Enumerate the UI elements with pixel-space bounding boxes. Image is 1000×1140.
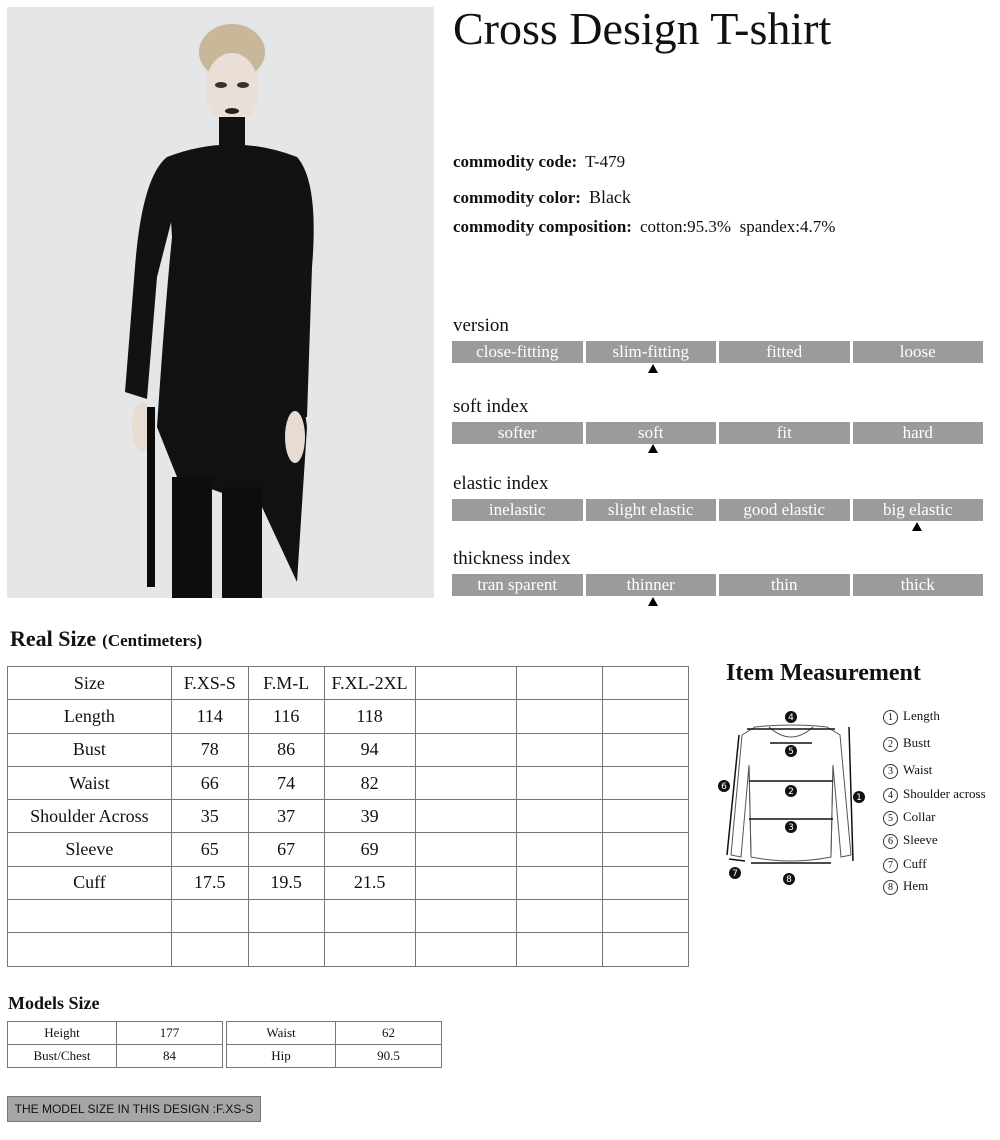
legend-item: [883, 708, 940, 725]
table-cell: 67: [248, 833, 324, 866]
model-measure-value: 84: [117, 1045, 223, 1068]
thickness-index-option: thinner: [586, 574, 717, 596]
legend-item: [883, 856, 927, 873]
table-cell: [603, 866, 689, 899]
thickness-index-label: thickness index: [453, 548, 571, 569]
row-label: [8, 900, 172, 933]
svg-text:5: 5: [788, 747, 794, 757]
table-cell: 94: [324, 733, 415, 766]
soft-index-bar: [452, 422, 983, 444]
table-cell: [517, 700, 603, 733]
table-cell: [324, 933, 415, 966]
thickness-index-bar: [452, 574, 983, 596]
table-cell: [517, 800, 603, 833]
table-cell: [517, 833, 603, 866]
legend-item: [883, 735, 930, 752]
spec-color: [453, 187, 631, 208]
table-cell: [603, 766, 689, 799]
row-label: Cuff: [8, 866, 172, 899]
table-cell: [517, 766, 603, 799]
soft-index-option: fit: [719, 422, 850, 444]
model-measure-label: Hip: [227, 1045, 336, 1068]
legend-label: Hem: [903, 878, 929, 893]
table-cell: 74: [248, 766, 324, 799]
column-header: F.XL-2XL: [324, 667, 415, 700]
model-measure-value: 62: [336, 1022, 442, 1045]
table-cell: [603, 833, 689, 866]
elastic-index-label: elastic index: [453, 473, 549, 494]
svg-text:6: 6: [721, 782, 727, 792]
spec-value: cotton:95.3% spandex:4.7%: [639, 217, 836, 236]
table-cell: [415, 933, 517, 966]
table-row: [8, 900, 689, 933]
spec-label: commodity color:: [453, 188, 581, 207]
table-cell: 66: [171, 766, 248, 799]
table-cell: 65: [171, 833, 248, 866]
legend-label: Length: [903, 708, 940, 723]
thickness-index-option: thin: [719, 574, 850, 596]
table-cell: 78: [171, 733, 248, 766]
elastic-index-option: inelastic: [452, 499, 583, 521]
version-option: close-fitting: [452, 341, 583, 363]
row-label: [8, 933, 172, 966]
table-cell: [415, 833, 517, 866]
table-row: [8, 833, 689, 866]
legend-label: Sleeve: [903, 832, 938, 847]
table-cell: 86: [248, 733, 324, 766]
soft-index-option: softer: [452, 422, 583, 444]
models-size-table-right: [226, 1021, 442, 1068]
size-table-header: [8, 667, 689, 700]
table-cell: [415, 766, 517, 799]
version-option: slim-fitting: [586, 341, 717, 363]
table-cell: 17.5: [171, 866, 248, 899]
legend-label: Collar: [903, 809, 936, 824]
elastic-index-bar: [452, 499, 983, 521]
real-size-unit: (Centimeters): [102, 631, 203, 650]
soft-index-marker-icon: [648, 444, 658, 453]
table-cell: [517, 733, 603, 766]
table-row: [8, 933, 689, 966]
model-measure-label: Waist: [227, 1022, 336, 1045]
version-option: loose: [853, 341, 984, 363]
row-label: Waist: [8, 766, 172, 799]
elastic-index-marker-icon: [912, 522, 922, 531]
legend-label: Bustt: [903, 735, 931, 750]
column-header: [415, 667, 517, 700]
table-cell: 114: [171, 700, 248, 733]
table-cell: 19.5: [248, 866, 324, 899]
elastic-index-option: slight elastic: [586, 499, 717, 521]
models-size-title: Models Size: [8, 993, 100, 1013]
size-table: [7, 666, 689, 967]
spec-label: commodity code:: [453, 152, 578, 171]
table-cell: 69: [324, 833, 415, 866]
table-cell: [171, 933, 248, 966]
spec-value: T-479: [585, 152, 626, 171]
legend-number: 2: [883, 737, 898, 752]
table-cell: [415, 733, 517, 766]
elastic-index-option: big elastic: [853, 499, 984, 521]
soft-index-label: soft index: [453, 396, 529, 417]
table-row: [8, 733, 689, 766]
product-title: Cross Design T-shirt: [453, 3, 832, 54]
table-cell: 21.5: [324, 866, 415, 899]
legend-number: 4: [883, 788, 898, 803]
model-measure-label: Height: [8, 1022, 117, 1045]
real-size-title: Real Size: [10, 626, 97, 651]
legend-item: [883, 832, 938, 849]
legend-item: [883, 809, 936, 826]
table-cell: 37: [248, 800, 324, 833]
row-label: Shoulder Across: [8, 800, 172, 833]
table-cell: [415, 900, 517, 933]
legend-number: 5: [883, 811, 898, 826]
item-measurement-title: Item Measurement: [726, 660, 921, 686]
measurement-diagram: [715, 705, 875, 885]
table-cell: [324, 900, 415, 933]
table-cell: [415, 866, 517, 899]
table-cell: [517, 900, 603, 933]
svg-text:8: 8: [786, 875, 792, 885]
column-header: Size: [8, 667, 172, 700]
version-marker-icon: [648, 364, 658, 373]
model-measure-value: 177: [117, 1022, 223, 1045]
legend-number: 6: [883, 834, 898, 849]
svg-text:3: 3: [788, 823, 794, 833]
spec-label: commodity composition:: [453, 217, 632, 236]
spec-code: [453, 152, 625, 172]
svg-text:1: 1: [856, 793, 862, 803]
model-measure-label: Bust/Chest: [8, 1045, 117, 1068]
legend-label: Waist: [903, 762, 933, 777]
row-label: Length: [8, 700, 172, 733]
real-size-heading: [10, 626, 202, 652]
svg-text:7: 7: [732, 869, 738, 879]
legend-label: Shoulder across: [903, 786, 986, 801]
thickness-index-option: thick: [853, 574, 984, 596]
spec-composition: [453, 217, 835, 237]
table-row: [8, 766, 689, 799]
table-cell: 118: [324, 700, 415, 733]
legend-number: 7: [883, 858, 898, 873]
table-row: [8, 800, 689, 833]
table-cell: [603, 800, 689, 833]
table-cell: [415, 700, 517, 733]
table-row: [8, 700, 689, 733]
table-cell: [517, 933, 603, 966]
column-header: F.XS-S: [171, 667, 248, 700]
legend-number: 3: [883, 764, 898, 779]
table-cell: [248, 933, 324, 966]
version-bar: [452, 341, 983, 363]
table-cell: 116: [248, 700, 324, 733]
models-size-table-left: [7, 1021, 223, 1068]
model-measure-value: 90.5: [336, 1045, 442, 1068]
column-header: [517, 667, 603, 700]
version-option: fitted: [719, 341, 850, 363]
legend-label: Cuff: [903, 856, 927, 871]
column-header: F.M-L: [248, 667, 324, 700]
thickness-index-marker-icon: [648, 597, 658, 606]
legend-number: 8: [883, 880, 898, 895]
row-label: Bust: [8, 733, 172, 766]
version-label: version: [453, 315, 509, 336]
column-header: [603, 667, 689, 700]
product-photo: [7, 7, 434, 598]
table-cell: [171, 900, 248, 933]
table-cell: [603, 733, 689, 766]
legend-item: [883, 762, 932, 779]
table-cell: [415, 800, 517, 833]
table-cell: [248, 900, 324, 933]
table-cell: [517, 866, 603, 899]
spec-value: Black: [588, 187, 631, 207]
table-cell: [603, 700, 689, 733]
legend-number: 1: [883, 710, 898, 725]
svg-text:4: 4: [788, 713, 794, 723]
row-label: Sleeve: [8, 833, 172, 866]
table-cell: [603, 933, 689, 966]
thickness-index-option: tran sparent: [452, 574, 583, 596]
table-cell: 39: [324, 800, 415, 833]
table-cell: 35: [171, 800, 248, 833]
soft-index-option: hard: [853, 422, 984, 444]
table-cell: [603, 900, 689, 933]
legend-item: [883, 786, 986, 803]
table-cell: 82: [324, 766, 415, 799]
model-size-note: THE MODEL SIZE IN THIS DESIGN :F.XS-S: [7, 1096, 261, 1122]
legend-item: [883, 878, 928, 895]
table-row: [8, 866, 689, 899]
soft-index-option: soft: [586, 422, 717, 444]
svg-text:2: 2: [788, 787, 794, 797]
elastic-index-option: good elastic: [719, 499, 850, 521]
